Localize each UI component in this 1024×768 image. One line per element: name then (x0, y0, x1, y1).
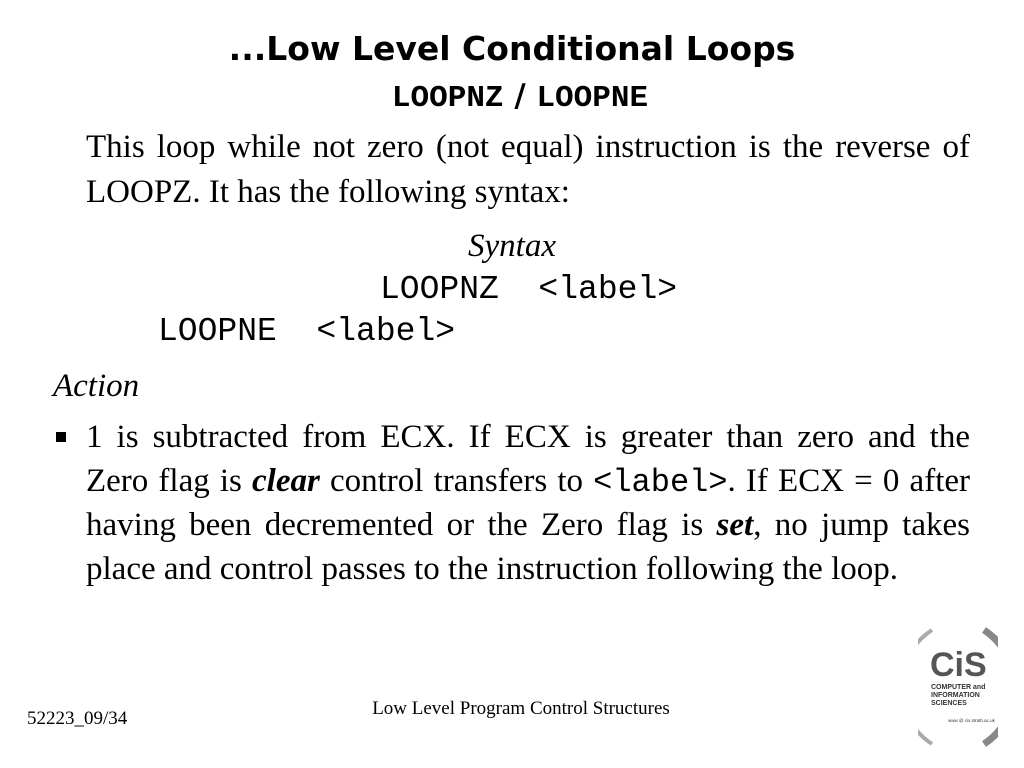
subtitle-loopnz: LOOPNZ (391, 81, 504, 116)
syntax-heading: Syntax (468, 228, 556, 264)
bullet-text-part2: control transfers to (319, 462, 594, 499)
logo-line-1: COMPUTER and (931, 684, 986, 691)
clear-emphasis: clear (252, 462, 320, 499)
syntax-line-loopnz: LOOPNZ <label> (380, 271, 678, 308)
slide-title: ...Low Level Conditional Loops (228, 29, 796, 68)
logo-url: www @ cis.strath.ac.uk (948, 718, 995, 723)
logo-line-2: INFORMATION (931, 692, 980, 699)
syntax-line-loopne: LOOPNE <label> (158, 313, 456, 350)
bullet-square-icon (56, 432, 66, 442)
action-bullet-text (86, 416, 970, 591)
footer-slide-code: 52223_09/34 (27, 708, 128, 729)
logo-line-3: SCIENCES (931, 700, 967, 707)
subtitle-separator: / (503, 78, 537, 114)
bullet-text-part1: 1 is subtracted from ECX. If ECX is greater than zero and the Zero flag is (86, 419, 970, 499)
action-heading: Action (53, 368, 140, 404)
logo-text: CiS (930, 646, 987, 684)
cis-logo (918, 626, 998, 748)
subtitle-loopne: LOOPNE (536, 81, 649, 116)
slide-subtitle (0, 78, 1024, 117)
set-emphasis: set (716, 507, 754, 543)
bullet-text-part4: , no jump takes place and control passes to the instruction following the loop. (86, 507, 970, 587)
footer-course-title: Low Level Program Control Structures (372, 698, 670, 719)
bullet-text-part3: . If ECX = 0 after having been decremented or the Zero flag is (86, 462, 970, 543)
label-code: <label> (593, 463, 728, 501)
intro-paragraph: This loop while not zero (not equal) instruction is the reverse of LOOPZ. It has the following syntax: (86, 129, 970, 210)
